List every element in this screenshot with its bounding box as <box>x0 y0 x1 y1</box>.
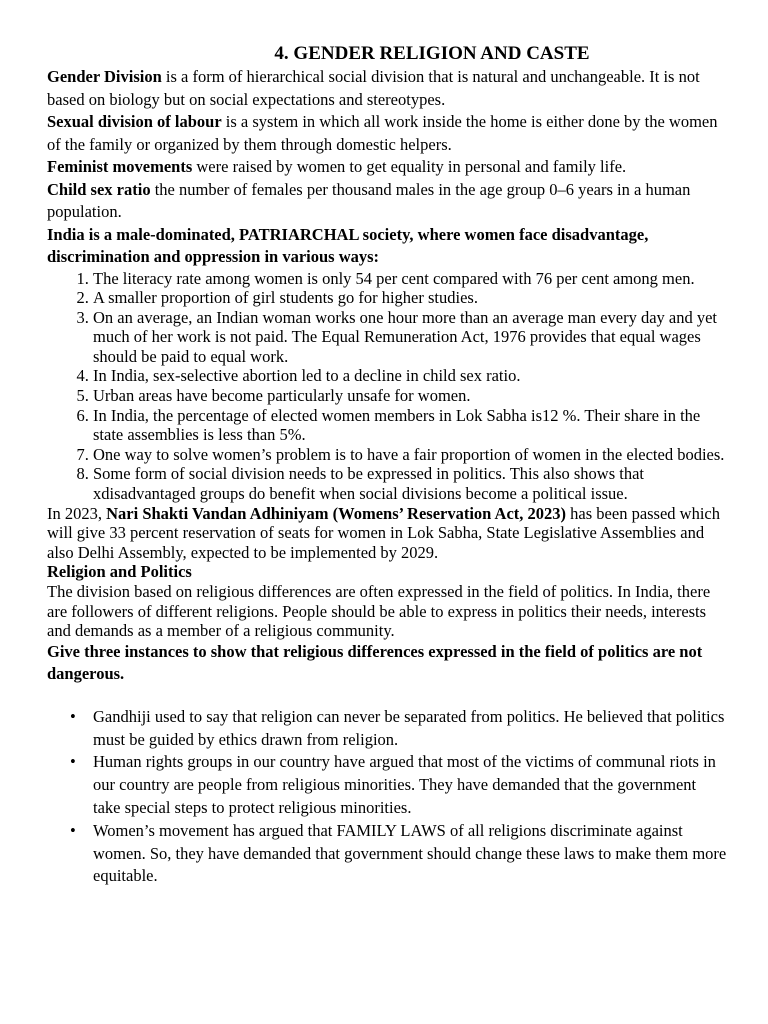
reservation-paragraph <box>47 504 727 563</box>
bullet-icon: • <box>70 752 76 772</box>
spacer <box>47 686 727 706</box>
reservation-act-name: Nari Shakti Vandan Adhiniyam (Womens’ Reservation Act, 2023) <box>106 503 567 523</box>
religion-heading: Religion and Politics <box>47 562 192 582</box>
bullet-icon: • <box>70 706 76 726</box>
reservation-prefix: In 2023, <box>47 503 107 523</box>
list-item: 1. The literacy rate among women is only 54 per cent compared with 76 per cent among men. <box>93 269 727 289</box>
definition-term: Child sex ratio <box>47 179 151 199</box>
definition-feminist-movements <box>47 156 727 179</box>
list-item-text: Women’s movement has argued that FAMILY LAWS of all religions discriminate against women. So, they have demanded that government should change these laws to make them more equitable. <box>93 820 727 886</box>
list-item <box>70 820 727 888</box>
definition-gender-division <box>47 66 727 111</box>
list-item: 2. A smaller proportion of girl students go for higher studies. <box>93 288 727 308</box>
document-page <box>47 42 727 888</box>
list-item <box>70 706 727 752</box>
definition-text: the number of females per thousand males in the age group 0–6 years in a human population. <box>47 179 691 221</box>
list-item: 4. In India, sex-selective abortion led to a decline in child sex ratio. <box>93 366 727 386</box>
definition-child-sex-ratio <box>47 179 727 224</box>
religion-paragraph: The division based on religious differences are often expressed in the field of politics. In India, there are followers of different religions. People should be able to express in politics their needs, interests and demands as a member of a religious community. <box>47 582 711 641</box>
reservation-suffix: has been passed which will give 33 percent reservation of seats for women in Lok Sabha, State Legislative Assemblies and also Delhi Assembly, expected to be implemented by 2029. <box>47 503 721 562</box>
list-item <box>70 751 727 819</box>
page-title: 4. GENDER RELIGION AND CASTE <box>274 43 590 64</box>
definition-text: were raised by women to get equality in personal and family life. <box>192 157 627 176</box>
patriarchy-list <box>47 269 727 504</box>
definition-text: is a system in which all work inside the home is either done by the women of the family or organized by them through domestic helpers. <box>47 112 718 154</box>
definition-term: Sexual division of labour <box>47 112 222 131</box>
list-item: 7. One way to solve women’s problem is to have a fair proportion of women in the elected bodies. <box>93 445 727 465</box>
list-item-text: Gandhiji used to say that religion can never be separated from politics. He believed that politics must be guided by ethics drawn from religion. <box>93 706 725 749</box>
bullet-icon: • <box>70 820 76 840</box>
definition-text: is a form of hierarchical social division that is natural and unchangeable. It is not based on biology but on social expectations and stereotypes. <box>47 67 700 109</box>
list-item-text: Human rights groups in our country have argued that most of the victims of communal riots in our country are people from religious minorities. They have demanded that the government take special steps to protect religious minorities. <box>93 752 716 817</box>
list-item: 6. In India, the percentage of elected women members in Lok Sabha is12 %. Their share in the state assemblies is less than 5%. <box>93 406 727 445</box>
list-item: 5. Urban areas have become particularly unsafe for women. <box>93 386 727 406</box>
list-item: 3. On an average, an Indian woman works one hour more than an average man every day and yet much of her work is not paid. The Equal Remuneration Act, 1976 provides that equal wages should be paid to equal work. <box>93 308 727 367</box>
patriarchy-heading: India is a male-dominated, PATRIARCHAL society, where women face disadvantage, discrimination and oppression in various ways: <box>47 224 649 266</box>
definition-sexual-division <box>47 111 727 156</box>
definition-term: Gender Division <box>47 67 162 86</box>
instances-list <box>47 706 727 888</box>
list-item: 8. Some form of social division needs to be expressed in politics. This also shows that xdisadvantaged groups do benefit when social divisions become a political issue. <box>93 464 727 503</box>
question-heading: Give three instances to show that religious differences expressed in the field of politics are not dangerous. <box>47 641 703 684</box>
definition-term: Feminist movements <box>47 157 193 176</box>
